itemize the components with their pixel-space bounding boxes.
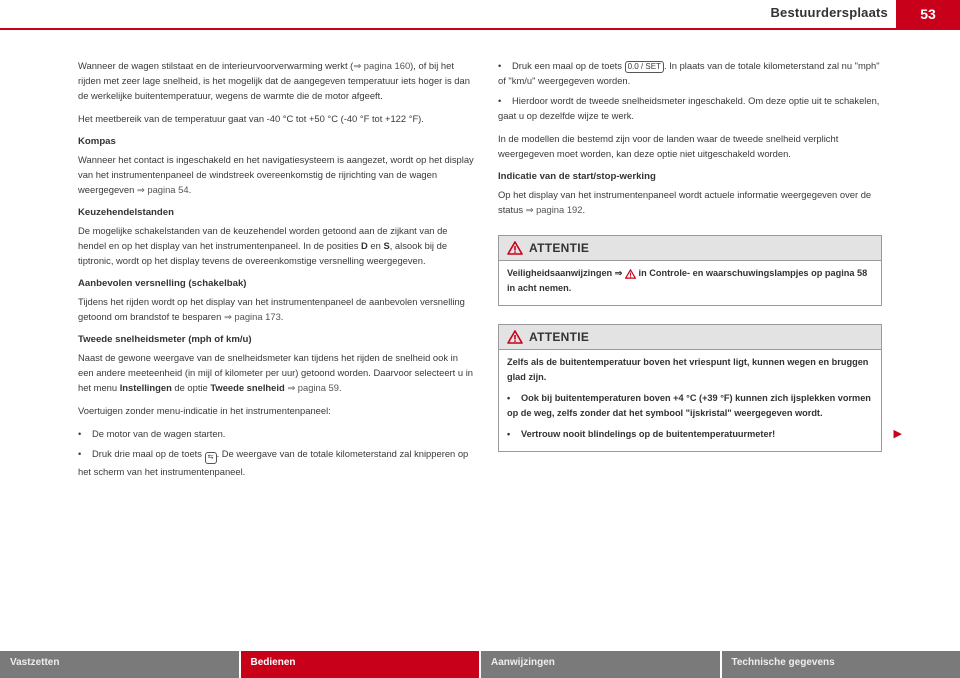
steps-list <box>78 426 474 479</box>
paragraph-modellen: In de modellen die bestemd zijn voor de landen waar de tweede snelheid verplicht weergegeven moet worden, kan deze optie niet uitgeschakeld worden. <box>498 133 839 159</box>
page-reference[interactable]: ⇒ pagina 59 <box>287 382 339 393</box>
page-reference[interactable]: ⇒ pagina 173 <box>223 311 281 322</box>
footer-tab-technische-gegevens[interactable]: Technische gegevens <box>722 651 960 678</box>
paragraph-startstop: Op het display van het instrumentenpaneel wordt actuele informatie weergegeven over de status ⇒ pagina 192. <box>498 189 872 215</box>
list-item: • Druk drie maal op de toets ⇆ . De weergave van de totale kilometerstand zal knipperen op het scherm van het instrumentenpaneel. <box>78 448 469 477</box>
next-page-arrow-icon[interactable]: ▶ <box>893 428 902 440</box>
warning-triangle-icon <box>507 330 523 344</box>
warning-box-1 <box>498 235 882 306</box>
section-title: Bestuurdersplaats <box>770 5 888 20</box>
warning-title: ATTENTIE <box>529 240 590 255</box>
warning-body: Zelfs als de buitentemperatuur boven het vriespunt ligt, kunnen wegen en bruggen glad zijn. • Ook bij buitentemperaturen boven +4 °C (+39 °F) kunnen zich ijsplekken vormen op de weg, zelfs zonder dat het symbool "ijskristal" weergegeven wordt. • Vertrouw nooit blindelings op de buitentemperatuurmeter! <box>499 350 881 451</box>
page-reference[interactable]: ⇒ pagina 160 <box>353 60 411 71</box>
steps-list <box>498 58 882 123</box>
page-number: 53 <box>896 0 960 28</box>
footer-tab-aanwijzingen[interactable]: Aanwijzingen <box>481 651 720 678</box>
footer-tab-vastzetten[interactable]: Vastzetten <box>0 651 239 678</box>
left-column <box>78 58 474 487</box>
paragraph-tweede-snelheidsmeter: Naast de gewone weergave van de snelheidsmeter kan tijdens het rijden de snelheid ook in een andere meeteenheid (in mijl of kilometer per uur) getoond worden. Daarvoor selecteert u in het menu Instellingen de optie Tweede snelheid ⇒ pagina 59. <box>78 352 474 393</box>
list-item: • De motor van de wagen starten. <box>78 428 226 439</box>
list-item: • Ook bij buitentemperaturen boven +4 °C (+39 °F) kunnen zich ijsplekken vormen op de weg, zelfs zonder dat het symbool "ijskristal" weergegeven wordt. <box>507 393 871 418</box>
footer-nav <box>0 651 960 678</box>
paragraph-range: Het meetbereik van de temperatuur gaat van -40 °C tot +50 °C (-40 °F tot +122 °F). <box>78 113 424 124</box>
warning-box-2 <box>498 324 882 452</box>
heading-tweede-snelheidsmeter: Tweede snelheidsmeter (mph of km/u) <box>78 334 252 345</box>
trip-button-icon: ⇆ <box>205 452 217 464</box>
heading-aanbevolen: Aanbevolen versnelling (schakelbak) <box>78 278 247 289</box>
page-reference[interactable]: ⇒ pagina 54 <box>136 184 189 195</box>
footer-tab-bedienen[interactable]: Bedienen <box>241 651 480 678</box>
warning-body: Veiligheidsaanwijzingen ⇒ in Controle- en waarschuwingslampjes op pagina 58 in acht nemen. <box>507 268 868 293</box>
paragraph-keuzehendel: De mogelijke schakelstanden van de keuzehendel worden getoond aan de zijkant van de hendel en op het display van het instrumentenpaneel. In de posities D en S, alsook bij de tiptronic, wordt op het display tevens de overeenkomstige versnelling weergegeven. <box>78 225 448 266</box>
paragraph-aanbevolen: Tijdens het rijden wordt op het display van het instrumentenpaneel de aanbevolen versnelling getoond om brandstof te besparen ⇒ pagina 173. <box>78 296 465 322</box>
paragraph-kompas: Wanneer het contact is ingeschakeld en het navigatiesysteem is aangezet, wordt op het display van het instrumentenpaneel de windstreek overeenkomstig de rijrichting van de wagen weergegeven ⇒ pagina 54. <box>78 154 474 195</box>
heading-startstop: Indicatie van de start/stop-werking <box>498 171 656 182</box>
warning-triangle-icon <box>625 269 636 279</box>
warning-header <box>499 325 881 350</box>
list-item: • Druk een maal op de toets 0.0 / SET . In plaats van de totale kilometerstand zal nu "mph" of "km/u" weergegeven worden. <box>498 60 880 86</box>
warning-title: ATTENTIE <box>529 329 590 344</box>
paragraph-voertuigen: Voertuigen zonder menu-indicatie in het instrumentenpaneel: <box>78 405 331 416</box>
paragraph-preheating: Wanneer de wagen stilstaat en de interieurvoorverwarming werkt (⇒ pagina 160), of bij het rijden met zeer lage snelheid, is het mogelijk dat de aangegeven temperatuur iets hoger is dan de werkelijke buitentemperatuur, wegens de warmte die de motor afgeeft. <box>78 60 470 101</box>
list-item: • Vertrouw nooit blindelings op de buitentemperatuurmeter! <box>507 429 776 439</box>
heading-keuzehendel: Keuzehendelstanden <box>78 207 174 218</box>
page-reference[interactable]: ⇒ pagina 192 <box>525 204 583 215</box>
header-rule <box>0 28 960 30</box>
warning-triangle-icon <box>507 241 523 255</box>
right-column <box>498 58 902 466</box>
list-item: • Hierdoor wordt de tweede snelheidsmeter ingeschakeld. Om deze optie uit te schakelen, gaat u op dezelfde wijze te werk. <box>498 95 880 121</box>
set-button-key: 0.0 / SET <box>625 61 664 73</box>
warning-header <box>499 236 881 261</box>
heading-kompas: Kompas <box>78 136 116 147</box>
